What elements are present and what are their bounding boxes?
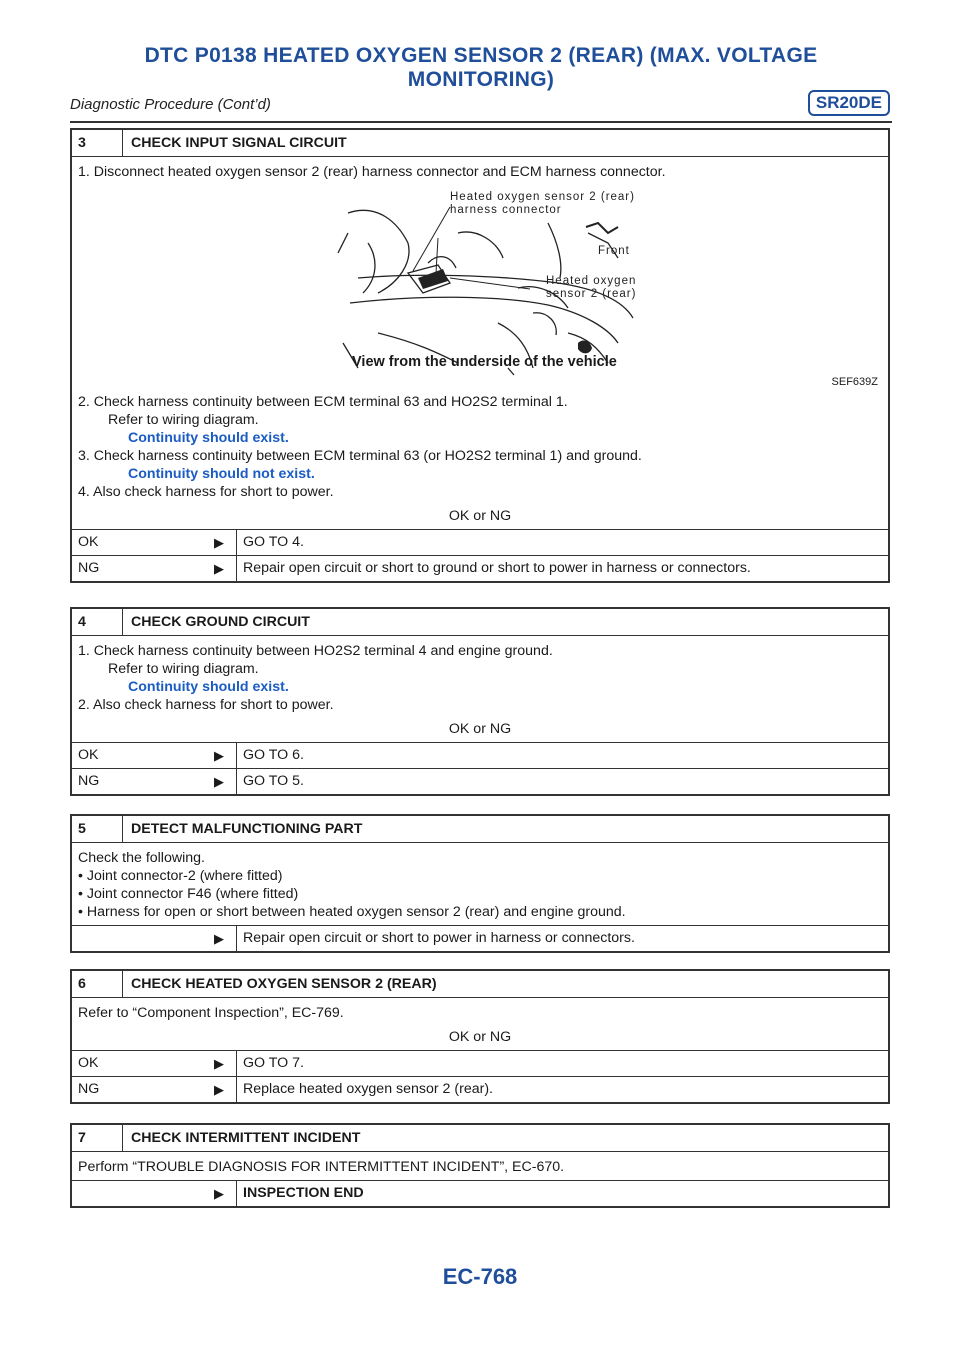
instruction-line: 1. Check harness continuity between HO2S2 terminal 4 and engine ground. (78, 643, 553, 659)
list-item: • Joint connector F46 (where fitted) (78, 886, 299, 902)
instruction-line: 3. Check harness continuity between ECM terminal 63 (or HO2S2 terminal 1) and ground. (78, 448, 642, 464)
step-number: 7 (78, 1125, 123, 1151)
step-number: 6 (78, 971, 123, 997)
step-header (72, 130, 888, 157)
instruction-line: Refer to wiring diagram. (108, 412, 259, 428)
step-title: DETECT MALFUNCTIONING PART (131, 821, 363, 837)
instruction-line: 2. Check harness continuity between ECM terminal 63 and HO2S2 terminal 1. (78, 394, 568, 410)
bullet-icon: • (78, 904, 83, 920)
result-action: Repair open circuit or short to ground or short to power in harness or connectors. (236, 556, 888, 581)
step-header (72, 1125, 888, 1152)
result-action: GO TO 7. (236, 1051, 888, 1076)
result-action: Repair open circuit or short to power in harness or connectors. (236, 926, 888, 951)
result-condition: OK (78, 1055, 99, 1071)
arrow-right-icon: ▶ (214, 1186, 224, 1201)
figure-caption: View from the underside of the vehicle (352, 354, 617, 370)
instruction-line: 2. Also check harness for short to power. (78, 697, 334, 713)
spec-value: Continuity should not exist. (128, 466, 315, 482)
instruction-line: Check the following. (78, 850, 205, 866)
result-condition: NG (78, 560, 100, 576)
ok-or-ng-label: OK or NG (448, 721, 512, 737)
result-row-ng (72, 555, 888, 581)
label-front: Front (598, 245, 630, 257)
arrow-right-icon: ▶ (214, 931, 224, 946)
result-row-ok (72, 742, 888, 768)
result-action: GO TO 5. (236, 769, 888, 794)
label-sensor: Heated oxygen sensor 2 (rear) (546, 275, 637, 300)
step-header (72, 609, 888, 636)
result-condition: NG (78, 773, 100, 789)
page-header (70, 44, 892, 113)
step-title: CHECK GROUND CIRCUIT (131, 614, 310, 630)
result-condition: OK (78, 747, 99, 763)
bullet-icon: • (78, 886, 83, 902)
ok-or-ng-label: OK or NG (448, 1029, 512, 1045)
header-rule (70, 121, 892, 123)
result-row-ng (72, 1076, 888, 1102)
result-action: GO TO 6. (236, 743, 888, 768)
step-header (72, 816, 888, 843)
result-action: Replace heated oxygen sensor 2 (rear). (236, 1077, 888, 1102)
spec-value: Continuity should exist. (128, 430, 289, 446)
step-6 (70, 969, 890, 1104)
list-item: • Joint connector-2 (where fitted) (78, 868, 283, 884)
step-7 (70, 1123, 890, 1208)
result-condition: NG (78, 1081, 100, 1097)
arrow-right-icon: ▶ (214, 748, 224, 763)
arrow-right-icon: ▶ (214, 1082, 224, 1097)
result-action: INSPECTION END (236, 1181, 888, 1206)
result-row (72, 1180, 888, 1206)
step-body (72, 1152, 888, 1180)
engine-badge: SR20DE (808, 90, 890, 116)
step-header (72, 971, 888, 998)
result-row (72, 925, 888, 951)
list-item: • Harness for open or short between heated oxygen sensor 2 (rear) and engine ground. (78, 904, 626, 920)
step-title: CHECK HEATED OXYGEN SENSOR 2 (REAR) (131, 976, 437, 992)
instruction-line: Perform “TROUBLE DIAGNOSIS FOR INTERMITTENT INCIDENT”, EC-670. (78, 1159, 565, 1175)
ok-or-ng-label: OK or NG (448, 508, 512, 524)
step-5 (70, 814, 890, 953)
result-row-ng (72, 768, 888, 794)
step-4 (70, 607, 890, 796)
sensor-location-figure (78, 183, 878, 393)
bullet-icon: • (78, 868, 83, 884)
step-body (72, 157, 888, 529)
arrow-right-icon: ▶ (214, 1056, 224, 1071)
step-body (72, 843, 888, 925)
step-title: CHECK INTERMITTENT INCIDENT (131, 1130, 361, 1146)
step-number: 5 (78, 816, 123, 842)
spec-value: Continuity should exist. (128, 679, 289, 695)
step-number: 4 (78, 609, 123, 635)
step-body (72, 636, 888, 742)
instruction-line: Refer to wiring diagram. (108, 661, 259, 677)
page-number: EC-768 (442, 1264, 518, 1289)
section-subtitle: Diagnostic Procedure (Cont’d) (70, 96, 271, 113)
arrow-right-icon: ▶ (214, 535, 224, 550)
step-body (72, 998, 888, 1050)
result-condition: OK (78, 534, 99, 550)
step-3 (70, 128, 890, 583)
figure-code: SEF639Z (831, 376, 878, 388)
instruction-line: 4. Also check harness for short to power. (78, 484, 334, 500)
step-number: 3 (78, 130, 123, 156)
arrow-right-icon: ▶ (214, 774, 224, 789)
label-harness-connector: Heated oxygen sensor 2 (rear) harness connector (450, 191, 635, 216)
page-title: DTC P0138 HEATED OXYGEN SENSOR 2 (REAR) (MAX. VOLTAGE MONITORING) (144, 44, 818, 91)
arrow-right-icon: ▶ (214, 561, 224, 576)
instruction-line: 1. Disconnect heated oxygen sensor 2 (rear) harness connector and ECM harness connector. (78, 164, 666, 180)
step-title: CHECK INPUT SIGNAL CIRCUIT (131, 135, 347, 151)
result-row-ok (72, 529, 888, 555)
instruction-line: Refer to “Component Inspection”, EC-769. (78, 1005, 344, 1021)
result-row-ok (72, 1050, 888, 1076)
result-action: GO TO 4. (236, 530, 888, 555)
